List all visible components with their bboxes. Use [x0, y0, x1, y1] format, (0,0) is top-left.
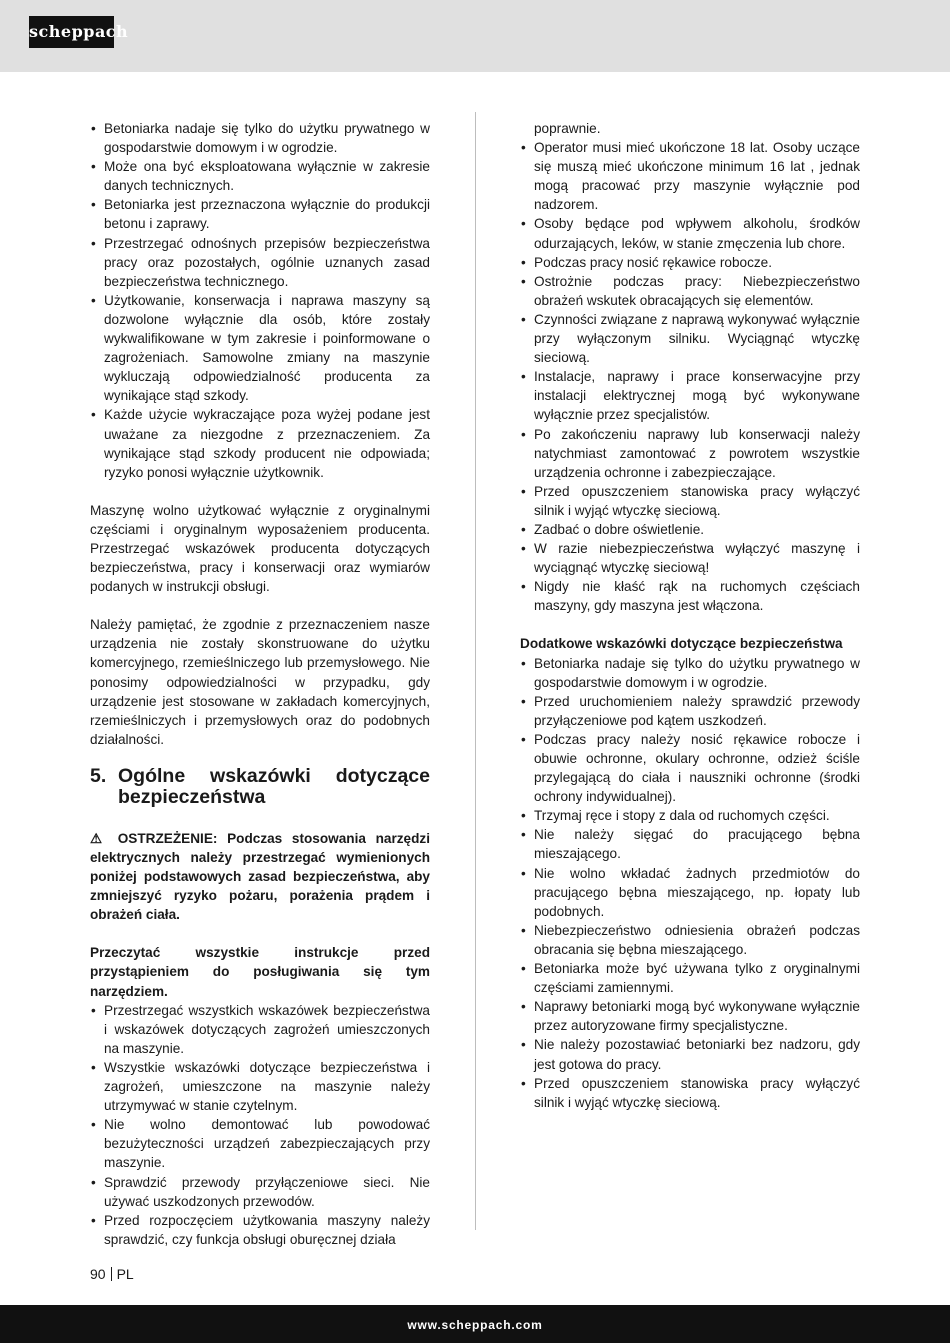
read-instructions-heading: Przeczytać wszystkie instrukcje przed przystąpieniem do posługiwania się tym narzędziem.	[90, 945, 430, 999]
header-bar	[0, 0, 950, 72]
section-heading	[90, 766, 430, 808]
safety-list	[90, 1001, 430, 1249]
heading-line-2: bezpieczeństwa	[118, 785, 266, 808]
list-item: • Po zakończeniu naprawy lub konserwacji należy natychmiast zamontować z powrotem wszystkie urządzenia ochronne i zabezpieczające.	[520, 425, 860, 482]
list-item: • Użytkowanie, konserwacja i naprawa maszyny są dozwolone wyłącznie dla osób, które zostały wykwalifikowane w tym zakresie i poinformowane o zagrożeniach. Samowolne zmiany na maszynie wykluczają odpowiedzialność producenta za wynikające stąd szkody.	[90, 291, 430, 406]
left-column	[90, 119, 430, 1249]
list-item: • Przestrzegać odnośnych przepisów bezpieczeństwa pracy oraz pozostałych, ogólnie uznanych zasad bezpieczeństwa technicznego.	[90, 234, 430, 291]
list-item: • Sprawdzić przewody przyłączeniowe sieci. Nie używać uszkodzonych przewodów.	[90, 1173, 430, 1211]
page-number: 90	[90, 1266, 106, 1282]
list-item: • Przed rozpoczęciem użytkowania maszyny należy sprawdzić, czy funkcja obsługi oburęcznej działa	[90, 1211, 430, 1249]
list-item: • Nie wolno demontować lub powodować bezużyteczności urządzeń zabezpieczających przy maszynie.	[90, 1115, 430, 1172]
list-item: • Podczas pracy nosić rękawice robocze.	[520, 253, 860, 272]
list-item: • Nigdy nie kłaść rąk na ruchomych częściach maszyny, gdy maszyna jest włączona.	[520, 577, 860, 615]
list-item: • Instalacje, naprawy i prace konserwacyjne przy instalacji elektrycznej mogą być wykonywane wyłącznie przez specjalistów.	[520, 367, 860, 424]
list-item: • Nie wolno wkładać żadnych przedmiotów do pracującego bębna mieszającego, np. łopaty lub podobnych.	[520, 864, 860, 921]
website-url: www.scheppach.com	[407, 1318, 543, 1332]
list-item: • Podczas pracy należy nosić rękawice robocze i obuwie ochronne, okulary ochronne, odzież ściśle przylegającą do ciała i nauszniki ochronne (środki ochrony indywidualnej).	[520, 730, 860, 806]
list-item: • Nie należy sięgać do pracującego bębna mieszającego.	[520, 825, 860, 863]
list-item: • Betoniarka nadaje się tylko do użytku prywatnego w gospodarstwie domowym i w ogrodzie.	[520, 654, 860, 692]
list-item: • W razie niebezpieczeństwa wyłączyć maszynę i wyciągnąć wtyczkę sieciową!	[520, 539, 860, 577]
list-item: • Zadbać o dobre oświetlenie.	[520, 520, 860, 539]
list-item: • Wszystkie wskazówki dotyczące bezpieczeństwa i zagrożeń, umieszczone na maszynie należy utrzymywać w stanie czytelnym.	[90, 1058, 430, 1115]
original-parts-paragraph: Maszynę wolno użytkować wyłącznie z oryginalnymi częściami i oryginalnym wyposażeniem producenta. Przestrzegać wskazówek producenta dotyczących bezpieczeństwa, pracy i konserwacji oraz wymiarów podanych w instrukcji obsługi.	[90, 502, 430, 595]
page-footer	[90, 1265, 134, 1283]
heading-word: dotyczące	[335, 764, 430, 787]
list-item: • Może ona być eksploatowana wyłącznie w zakresie danych technicznych.	[90, 157, 430, 195]
continued-text: poprawnie.	[534, 121, 601, 136]
scheppach-logo: scheppach	[29, 16, 114, 48]
list-item: • Betoniarka jest przeznaczona wyłącznie do produkcji betonu i zaprawy.	[90, 195, 430, 233]
right-column	[520, 119, 860, 1112]
footer-separator	[111, 1267, 112, 1281]
heading-word: Ogólne	[118, 764, 186, 787]
commercial-use-paragraph: Należy pamiętać, że zgodnie z przeznaczeniem nasze urządzenia nie zostały skonstruowane do użytku komercyjnego, rzemieślniczego lub przemysłowego. Nie ponosimy odpowiedzialności w przypadku, gdy urządzenie jest stosowane w zakładach komercyjnych, rzemieślniczych i przemysłowych oraz do podobnych działalności.	[90, 617, 430, 747]
list-item: • Nie należy pozostawiać betoniarki bez nadzoru, gdy jest gotowa do pracy.	[520, 1035, 860, 1073]
list-item: • Przestrzegać wszystkich wskazówek bezpieczeństwa i wskazówek dotyczących zagrożeń umieszczonych na maszynie.	[90, 1001, 430, 1058]
list-item: • Ostrożnie podczas pracy: Niebezpieczeństwo obrażeń wskutek obracających się elementów.	[520, 272, 860, 310]
heading-word: wskazówki	[210, 764, 311, 787]
list-item: • Osoby będące pod wpływem alkoholu, środków odurzających, leków, w stanie zmęczenia lub chore.	[520, 214, 860, 252]
warning-paragraph: ⚠ OSTRZEŻENIE: Podczas stosowania narzędzi elektrycznych należy przestrzegać wymienionych poniżej podstawowych zasad bezpieczeństwa, aby zmniejszyć ryzyko pożaru, porażenia prądem i obrażeń ciała.	[90, 830, 430, 923]
list-item: • Przed opuszczeniem stanowiska pracy wyłączyć silnik i wyjąć wtyczkę sieciową.	[520, 1074, 860, 1112]
list-item: • Czynności związane z naprawą wykonywać wyłącznie przy wyłączonym silniku. Wyciągnąć wtyczkę sieciową.	[520, 310, 860, 367]
column-divider	[475, 112, 476, 1230]
usage-list	[90, 119, 430, 482]
list-item: • Trzymaj ręce i stopy z dala od ruchomych części.	[520, 806, 860, 825]
additional-safety-list	[520, 654, 860, 1112]
list-item: • Betoniarka nadaje się tylko do użytku prywatnego w gospodarstwie domowym i w ogrodzie.	[90, 119, 430, 157]
list-item: • Przed opuszczeniem stanowiska pracy wyłączyć silnik i wyjąć wtyczkę sieciową.	[520, 482, 860, 520]
list-item: • Niebezpieczeństwo odniesienia obrażeń podczas obracania się bębna mieszającego.	[520, 921, 860, 959]
list-item: • Przed uruchomieniem należy sprawdzić przewody przyłączeniowe pod kątem uszkodzeń.	[520, 692, 860, 730]
list-item: • Każde użycie wykraczające poza wyżej podane jest uważane za niezgodne z przeznaczeniem. Za wynikające stąd szkody producent nie odpowiada; ryzyko ponosi wyłącznie użytkownik.	[90, 405, 430, 481]
language-code: PL	[116, 1266, 134, 1282]
list-item: • Operator musi mieć ukończone 18 lat. Osoby uczące się muszą mieć ukończone minimum 16 lat , jednak mogą pracować przy maszynie wyłącznie pod nadzorem.	[520, 138, 860, 214]
section-number: 5.	[90, 764, 107, 787]
operator-list	[520, 138, 860, 615]
list-item: • Betoniarka może być używana tylko z oryginalnymi częściami zamiennymi.	[520, 959, 860, 997]
additional-safety-heading: Dodatkowe wskazówki dotyczące bezpieczeństwa	[520, 636, 843, 652]
list-item: • Naprawy betoniarki mogą być wykonywane wyłącznie przez autoryzowane firmy specjalistyczne.	[520, 997, 860, 1035]
